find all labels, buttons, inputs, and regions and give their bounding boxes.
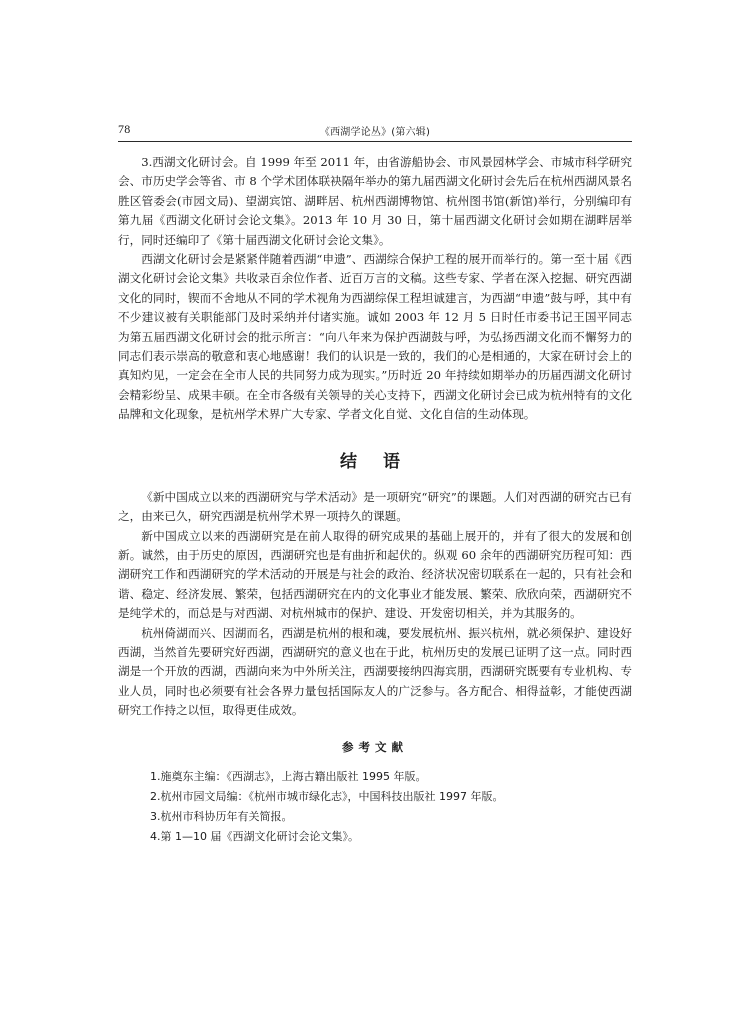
page-body [118,153,632,847]
paragraph-symposium-significance: 西湖文化研讨会是紧紧伴随着西湖“申遗”、西湖综合保护工程的展开而举行的。第一至十届《西湖文化研讨会论文集》共收录百余位作者、近百万言的文稿。这些专家、学者在深入挖掘、研究西湖文化的同时，锲而不舍地从不同的学术视角为西湖综保工程坦诚建言，为西湖“申遗”鼓与呼，其中有不少建议被有关职能部门及时采纳并付诸实施。诚如 2003 年 12 月 5 日时任市委书记王国平同志为第五届西湖文化研讨会的批示所言：“向八年来为保护西湖鼓与呼，为弘扬西湖文化而不懈努力的同志们表示崇高的敬意和衷心地感谢！我们的认识是一致的，我们的心是相通的，大家在研讨会上的真知灼见，一定会在全市人民的共同努力成为现实。”历时近 20 年持续如期举办的历届西湖文化研讨会精彩纷呈、成果丰硕。在全市各级有关领导的关心支持下，西湖文化研讨会已成为杭州特有的文化品牌和文化现象，是杭州学术界广大专家、学者文化自觉、文化自信的生动体现。 [118,252,632,422]
reference-item: 4.第 1—10 届《西湖文化研讨会论文集》。 [150,829,359,843]
running-title: 《西湖学论丛》(第六辑) [319,127,431,138]
reference-item: 3.杭州市科协历年有关简报。 [150,809,293,823]
conclusion-paragraph-1: 《新中国成立以来的西湖研究与学术活动》是一项研究“研究”的课题。人们对西湖的研究古已有之，由来已久，研究西湖是杭州学术界一项持久的课题。 [118,489,632,524]
conclusion-paragraph-2: 新中国成立以来的西湖研究是在前人取得的研究成果的基础上展开的，并有了很大的发展和创新。诚然，由于历史的原因，西湖研究也是有曲折和起伏的。纵观 60 余年的西湖研究历程可知：西湖研究工作和西湖研究的学术活动的开展是与社会的政治、经济状况密切联系在一起的，只有社会和谐、稳定、经济发展、繁荣，包括西湖研究在内的文化事业才能发展、繁荣、欣欣向荣，西湖研究不是纯学术的，而总是与对西湖、对杭州城市的保护、建设、开发密切相关，并为其服务的。 [118,528,632,621]
reference-item: 1.施奠东主编：《西湖志》，上海古籍出版社 1995 年版。 [150,769,427,783]
page-header [118,121,632,142]
references-list [118,767,632,847]
references-heading: 参考文献 [342,739,408,754]
conclusion-heading: 结 语 [340,451,410,472]
reference-item: 2.杭州市园文局编：《杭州市城市绿化志》，中国科技出版社 1997 年版。 [150,789,504,803]
paragraph-west-lake-symposium: 3.西湖文化研讨会。自 1999 年至 2011 年，由省游船协会、市风景园林学会、市城市科学研究会、市历史学会等省、市 8 个学术团体联袂隔年举办的第九届西湖文化研讨会先后在杭州西湖风景名胜区管委会(市园文局)、望湖宾馆、湖畔居、杭州西湖博物馆、杭州图书馆(新馆)举行，分别编印有第九届《西湖文化研讨会论文集》。2013 年 10 月 30 日，第十届西湖文化研讨会如期在湖畔居举行，同时还编印了《第十届西湖文化研讨会论文集》。 [118,155,632,247]
conclusion-paragraph-3: 杭州倚湖而兴、因湖而名，西湖是杭州的根和魂，要发展杭州、振兴杭州，就必须保护、建设好西湖，当然首先要研究好西湖，西湖研究的意义也在于此，杭州历史的发展已证明了这一点。同时西湖是一个开放的西湖，西湖向来为中外所关注，西湖要接纳四海宾朋，西湖研究既要有专业机构、专业人员，同时也必须要有社会各界力量包括国际友人的广泛参与。各方配合、相得益彰，才能使西湖研究工作持之以恒，取得更佳成效。 [118,625,632,718]
page-number: 78 [118,122,131,136]
